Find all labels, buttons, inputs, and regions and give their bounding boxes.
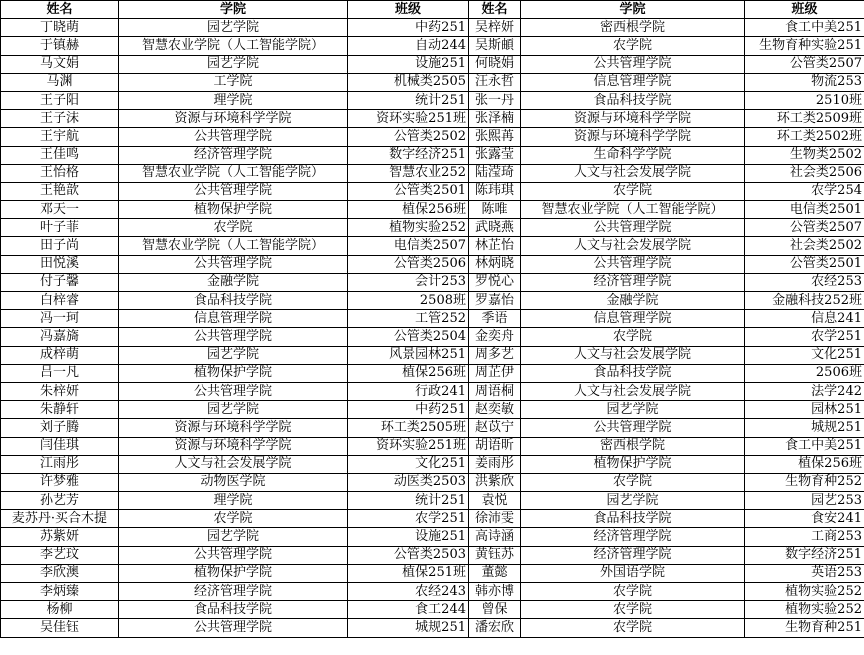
college-cell: 智慧农业学院（人工智能学院） bbox=[119, 37, 348, 55]
class-cell: 资环实验251班 bbox=[348, 110, 469, 128]
student-name-cell: 徐沛雯 bbox=[469, 510, 521, 528]
table-row bbox=[1, 310, 864, 328]
student-name-cell: 张泽楠 bbox=[469, 110, 521, 128]
class-cell: 生物育种252 bbox=[745, 473, 864, 491]
student-name-cell: 马文娟 bbox=[1, 55, 119, 73]
student-name-cell: 武晓燕 bbox=[469, 219, 521, 237]
table-row bbox=[1, 55, 864, 73]
student-name-cell: 陈唯 bbox=[469, 201, 521, 219]
class-cell: 机械类2505 bbox=[348, 73, 469, 91]
college-cell: 园艺学院 bbox=[119, 346, 348, 364]
college-cell: 智慧农业学院（人工智能学院） bbox=[119, 164, 348, 182]
class-cell: 食工中美251 bbox=[745, 437, 864, 455]
student-name-cell: 朱梓妍 bbox=[1, 382, 119, 400]
table-row bbox=[1, 110, 864, 128]
table-row bbox=[1, 146, 864, 164]
class-cell: 中药251 bbox=[348, 19, 469, 37]
class-cell: 资环实验251班 bbox=[348, 437, 469, 455]
student-name-cell: 高诗涵 bbox=[469, 528, 521, 546]
table-row bbox=[1, 419, 864, 437]
student-name-cell: 杨柳 bbox=[1, 601, 119, 619]
table-row bbox=[1, 619, 864, 637]
table-row bbox=[1, 73, 864, 91]
header-class-2: 班级 bbox=[745, 1, 864, 19]
class-cell: 工管252 bbox=[348, 310, 469, 328]
college-cell: 植物保护学院 bbox=[119, 364, 348, 382]
student-name-cell: 王子阳 bbox=[1, 91, 119, 109]
class-cell: 生物育种251 bbox=[745, 619, 864, 637]
college-cell: 外国语学院 bbox=[521, 564, 745, 582]
table-row bbox=[1, 328, 864, 346]
college-cell: 食品科技学院 bbox=[521, 364, 745, 382]
class-cell: 统计251 bbox=[348, 91, 469, 109]
table-row bbox=[1, 510, 864, 528]
table-row bbox=[1, 382, 864, 400]
class-cell: 动医类2503 bbox=[348, 473, 469, 491]
table-row bbox=[1, 546, 864, 564]
student-name-cell: 董懿 bbox=[469, 564, 521, 582]
table-row bbox=[1, 583, 864, 601]
student-name-cell: 马渊 bbox=[1, 73, 119, 91]
college-cell: 信息管理学院 bbox=[521, 310, 745, 328]
college-cell: 经济管理学院 bbox=[521, 546, 745, 564]
college-cell: 植物保护学院 bbox=[119, 201, 348, 219]
class-cell: 会计253 bbox=[348, 273, 469, 291]
student-name-cell: 李欣澳 bbox=[1, 564, 119, 582]
student-name-cell: 张露莹 bbox=[469, 146, 521, 164]
class-cell: 环工类2502班 bbox=[745, 128, 864, 146]
student-name-cell: 曾保 bbox=[469, 601, 521, 619]
class-cell: 数字经济251 bbox=[745, 546, 864, 564]
college-cell: 植物保护学院 bbox=[119, 564, 348, 582]
student-name-cell: 麦苏丹·买合木提 bbox=[1, 510, 119, 528]
student-name-cell: 于镇赫 bbox=[1, 37, 119, 55]
student-name-cell: 冯一珂 bbox=[1, 310, 119, 328]
student-name-cell: 朱静轩 bbox=[1, 401, 119, 419]
class-cell: 农学254 bbox=[745, 182, 864, 200]
college-cell: 农学院 bbox=[521, 601, 745, 619]
table-row bbox=[1, 601, 864, 619]
table-row bbox=[1, 91, 864, 109]
header-name-2: 姓名 bbox=[469, 1, 521, 19]
class-cell: 智慧农业252 bbox=[348, 164, 469, 182]
student-name-cell: 吴斯頔 bbox=[469, 37, 521, 55]
student-name-cell: 周多艺 bbox=[469, 346, 521, 364]
college-cell: 公共管理学院 bbox=[119, 182, 348, 200]
student-name-cell: 李艺玟 bbox=[1, 546, 119, 564]
student-name-cell: 袁悦 bbox=[469, 492, 521, 510]
class-cell: 公管类2501 bbox=[745, 255, 864, 273]
college-cell: 农学院 bbox=[521, 619, 745, 637]
class-cell: 2506班 bbox=[745, 364, 864, 382]
student-name-cell: 林炳晓 bbox=[469, 255, 521, 273]
class-cell: 社会类2506 bbox=[745, 164, 864, 182]
student-name-cell: 闫佳琪 bbox=[1, 437, 119, 455]
table-row bbox=[1, 255, 864, 273]
class-cell: 设施251 bbox=[348, 55, 469, 73]
college-cell: 资源与环境科学学院 bbox=[521, 110, 745, 128]
table-row bbox=[1, 273, 864, 291]
class-cell: 城规251 bbox=[348, 619, 469, 637]
college-cell: 密西根学院 bbox=[521, 437, 745, 455]
table-row bbox=[1, 128, 864, 146]
college-cell: 金融学院 bbox=[521, 292, 745, 310]
college-cell: 公共管理学院 bbox=[119, 255, 348, 273]
college-cell: 园艺学院 bbox=[119, 528, 348, 546]
table-row bbox=[1, 164, 864, 182]
class-cell: 植物实验252 bbox=[745, 601, 864, 619]
college-cell: 公共管理学院 bbox=[521, 219, 745, 237]
student-name-cell: 江雨彤 bbox=[1, 455, 119, 473]
student-name-cell: 季语 bbox=[469, 310, 521, 328]
college-cell: 经济管理学院 bbox=[119, 146, 348, 164]
class-cell: 2508班 bbox=[348, 292, 469, 310]
college-cell: 智慧农业学院（人工智能学院） bbox=[521, 201, 745, 219]
table-row bbox=[1, 401, 864, 419]
student-name-cell: 吴佳钰 bbox=[1, 619, 119, 637]
student-name-cell: 林芷怡 bbox=[469, 237, 521, 255]
college-cell: 农学院 bbox=[521, 473, 745, 491]
header-school-2: 学院 bbox=[521, 1, 745, 19]
class-cell: 2510班 bbox=[745, 91, 864, 109]
class-cell: 生物育种实验251 bbox=[745, 37, 864, 55]
college-cell: 理学院 bbox=[119, 91, 348, 109]
student-name-cell: 张一丹 bbox=[469, 91, 521, 109]
class-cell: 公管类2507 bbox=[745, 219, 864, 237]
college-cell: 食品科技学院 bbox=[521, 510, 745, 528]
college-cell: 园艺学院 bbox=[119, 401, 348, 419]
student-name-cell: 洪紫欣 bbox=[469, 473, 521, 491]
student-name-cell: 王怡格 bbox=[1, 164, 119, 182]
class-cell: 公管类2503 bbox=[348, 546, 469, 564]
class-cell: 统计251 bbox=[348, 492, 469, 510]
student-name-cell: 孙艺芳 bbox=[1, 492, 119, 510]
student-name-cell: 成梓萌 bbox=[1, 346, 119, 364]
student-name-cell: 周语桐 bbox=[469, 382, 521, 400]
student-name-cell: 王艳歆 bbox=[1, 182, 119, 200]
college-cell: 理学院 bbox=[119, 492, 348, 510]
table-row bbox=[1, 528, 864, 546]
student-name-cell: 吕一凡 bbox=[1, 364, 119, 382]
student-name-cell: 刘子腾 bbox=[1, 419, 119, 437]
college-cell: 经济管理学院 bbox=[119, 583, 348, 601]
college-cell: 人文与社会发展学院 bbox=[521, 346, 745, 364]
student-name-cell: 韩亦博 bbox=[469, 583, 521, 601]
college-cell: 植物保护学院 bbox=[521, 455, 745, 473]
class-cell: 农经243 bbox=[348, 583, 469, 601]
college-cell: 资源与环境科学学院 bbox=[521, 128, 745, 146]
table-row bbox=[1, 473, 864, 491]
college-cell: 农学院 bbox=[521, 37, 745, 55]
student-name-cell: 潘宏欣 bbox=[469, 619, 521, 637]
college-cell: 人文与社会发展学院 bbox=[521, 382, 745, 400]
class-cell: 农学251 bbox=[348, 510, 469, 528]
college-cell: 食品科技学院 bbox=[521, 91, 745, 109]
class-cell: 公管类2506 bbox=[348, 255, 469, 273]
class-cell: 英语253 bbox=[745, 564, 864, 582]
class-cell: 公管类2507 bbox=[745, 55, 864, 73]
college-cell: 公共管理学院 bbox=[119, 128, 348, 146]
class-cell: 工商253 bbox=[745, 528, 864, 546]
class-cell: 物流253 bbox=[745, 73, 864, 91]
college-cell: 食品科技学院 bbox=[119, 292, 348, 310]
class-cell: 植保256班 bbox=[348, 364, 469, 382]
table-row bbox=[1, 219, 864, 237]
college-cell: 园艺学院 bbox=[521, 492, 745, 510]
student-name-cell: 田悦溪 bbox=[1, 255, 119, 273]
student-name-cell: 丁晓萌 bbox=[1, 19, 119, 37]
college-cell: 食品科技学院 bbox=[119, 601, 348, 619]
class-cell: 金融科技252班 bbox=[745, 292, 864, 310]
college-cell: 资源与环境科学学院 bbox=[119, 110, 348, 128]
college-cell: 公共管理学院 bbox=[119, 328, 348, 346]
student-name-cell: 许梦雅 bbox=[1, 473, 119, 491]
college-cell: 农学院 bbox=[119, 510, 348, 528]
college-cell: 经济管理学院 bbox=[521, 528, 745, 546]
student-name-cell: 姜雨彤 bbox=[469, 455, 521, 473]
student-name-cell: 李炳臻 bbox=[1, 583, 119, 601]
college-cell: 农学院 bbox=[521, 328, 745, 346]
class-cell: 农经253 bbox=[745, 273, 864, 291]
class-cell: 数字经济251 bbox=[348, 146, 469, 164]
college-cell: 园艺学院 bbox=[119, 55, 348, 73]
college-cell: 农学院 bbox=[521, 182, 745, 200]
class-cell: 电信类2507 bbox=[348, 237, 469, 255]
class-cell: 公管类2501 bbox=[348, 182, 469, 200]
class-cell: 风景园林251 bbox=[348, 346, 469, 364]
student-name-cell: 叶子菲 bbox=[1, 219, 119, 237]
college-cell: 公共管理学院 bbox=[119, 382, 348, 400]
college-cell: 公共管理学院 bbox=[119, 546, 348, 564]
class-cell: 植物实验252 bbox=[745, 583, 864, 601]
college-cell: 经济管理学院 bbox=[521, 273, 745, 291]
student-name-cell: 王佳鸣 bbox=[1, 146, 119, 164]
class-cell: 设施251 bbox=[348, 528, 469, 546]
table-row bbox=[1, 455, 864, 473]
student-name-cell: 罗嘉怡 bbox=[469, 292, 521, 310]
table-row bbox=[1, 201, 864, 219]
student-name-cell: 赵苡宁 bbox=[469, 419, 521, 437]
college-cell: 工学院 bbox=[119, 73, 348, 91]
student-name-cell: 冯嘉旖 bbox=[1, 328, 119, 346]
table-row bbox=[1, 437, 864, 455]
college-cell: 公共管理学院 bbox=[521, 419, 745, 437]
college-cell: 公共管理学院 bbox=[521, 255, 745, 273]
table-row bbox=[1, 292, 864, 310]
student-name-cell: 黄钰苏 bbox=[469, 546, 521, 564]
roster-body bbox=[1, 19, 864, 637]
table-row bbox=[1, 37, 864, 55]
class-cell: 行政241 bbox=[348, 382, 469, 400]
college-cell: 公共管理学院 bbox=[521, 55, 745, 73]
college-cell: 农学院 bbox=[119, 219, 348, 237]
student-name-cell: 何晓娟 bbox=[469, 55, 521, 73]
class-cell: 自动244 bbox=[348, 37, 469, 55]
class-cell: 植保251班 bbox=[348, 564, 469, 582]
class-cell: 社会类2502 bbox=[745, 237, 864, 255]
table-row bbox=[1, 346, 864, 364]
class-cell: 环工类2505班 bbox=[348, 419, 469, 437]
college-cell: 人文与社会发展学院 bbox=[119, 455, 348, 473]
student-name-cell: 张熙苒 bbox=[469, 128, 521, 146]
college-cell: 信息管理学院 bbox=[119, 310, 348, 328]
college-cell: 智慧农业学院（人工智能学院） bbox=[119, 237, 348, 255]
college-cell: 资源与环境科学学院 bbox=[119, 437, 348, 455]
student-name-cell: 王子沫 bbox=[1, 110, 119, 128]
class-cell: 农学251 bbox=[745, 328, 864, 346]
college-cell: 动物医学院 bbox=[119, 473, 348, 491]
class-cell: 植保256班 bbox=[745, 455, 864, 473]
class-cell: 食工244 bbox=[348, 601, 469, 619]
class-cell: 食工中美251 bbox=[745, 19, 864, 37]
class-cell: 城规251 bbox=[745, 419, 864, 437]
college-cell: 金融学院 bbox=[119, 273, 348, 291]
table-row bbox=[1, 564, 864, 582]
student-name-cell: 周芷伊 bbox=[469, 364, 521, 382]
student-name-cell: 付子馨 bbox=[1, 273, 119, 291]
student-name-cell: 金奕舟 bbox=[469, 328, 521, 346]
college-cell: 生命科学学院 bbox=[521, 146, 745, 164]
student-name-cell: 吴梓妍 bbox=[469, 19, 521, 37]
table-row bbox=[1, 364, 864, 382]
college-cell: 信息管理学院 bbox=[521, 73, 745, 91]
class-cell: 电信类2501 bbox=[745, 201, 864, 219]
student-name-cell: 陆滢琦 bbox=[469, 164, 521, 182]
class-cell: 法学242 bbox=[745, 382, 864, 400]
table-row bbox=[1, 182, 864, 200]
college-cell: 农学院 bbox=[521, 583, 745, 601]
student-name-cell: 白梓睿 bbox=[1, 292, 119, 310]
class-cell: 园林251 bbox=[745, 401, 864, 419]
student-name-cell: 王宇航 bbox=[1, 128, 119, 146]
class-cell: 文化251 bbox=[745, 346, 864, 364]
table-row bbox=[1, 19, 864, 37]
student-name-cell: 汪永哲 bbox=[469, 73, 521, 91]
student-name-cell: 田子尚 bbox=[1, 237, 119, 255]
table-row bbox=[1, 492, 864, 510]
class-cell: 食安241 bbox=[745, 510, 864, 528]
student-name-cell: 陈玮琪 bbox=[469, 182, 521, 200]
student-name-cell: 赵奕敏 bbox=[469, 401, 521, 419]
header-school-1: 学院 bbox=[119, 1, 348, 19]
student-name-cell: 苏紫妍 bbox=[1, 528, 119, 546]
header-name-1: 姓名 bbox=[1, 1, 119, 19]
class-cell: 园艺253 bbox=[745, 492, 864, 510]
student-name-cell: 罗悦心 bbox=[469, 273, 521, 291]
college-cell: 园艺学院 bbox=[521, 401, 745, 419]
student-name-cell: 胡语昕 bbox=[469, 437, 521, 455]
class-cell: 信息241 bbox=[745, 310, 864, 328]
college-cell: 资源与环境科学学院 bbox=[119, 419, 348, 437]
class-cell: 公管类2502 bbox=[348, 128, 469, 146]
table-row bbox=[1, 237, 864, 255]
college-cell: 密西根学院 bbox=[521, 19, 745, 37]
class-cell: 公管类2504 bbox=[348, 328, 469, 346]
header-row bbox=[1, 1, 864, 19]
college-cell: 人文与社会发展学院 bbox=[521, 237, 745, 255]
class-cell: 环工类2509班 bbox=[745, 110, 864, 128]
class-cell: 中药251 bbox=[348, 401, 469, 419]
college-cell: 人文与社会发展学院 bbox=[521, 164, 745, 182]
class-cell: 文化251 bbox=[348, 455, 469, 473]
college-cell: 园艺学院 bbox=[119, 19, 348, 37]
student-name-cell: 邓天一 bbox=[1, 201, 119, 219]
class-cell: 生物类2502 bbox=[745, 146, 864, 164]
class-cell: 植保256班 bbox=[348, 201, 469, 219]
class-cell: 植物实验252 bbox=[348, 219, 469, 237]
college-cell: 公共管理学院 bbox=[119, 619, 348, 637]
header-class-1: 班级 bbox=[348, 1, 469, 19]
